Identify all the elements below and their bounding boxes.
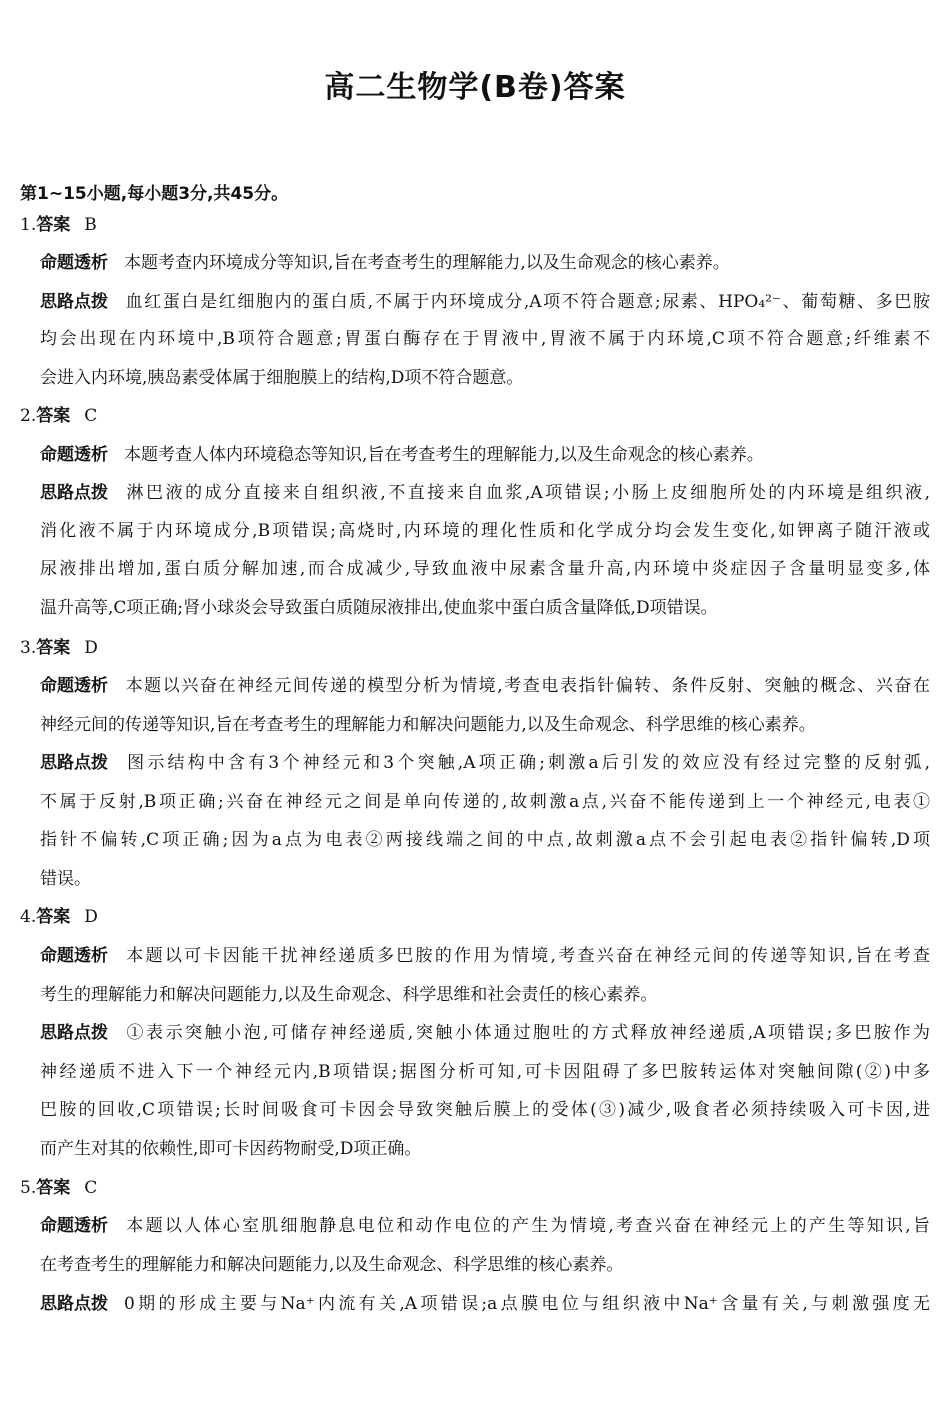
question-1-answer [20, 213, 97, 237]
question-2-hint-line [40, 481, 930, 505]
intent-text: 本题考查人体内环境稳态等知识,旨在考查考生的理解能力,以及生命观念的核心素养。 [124, 445, 764, 465]
answer-value: C [84, 1178, 98, 1198]
question-number: 5. [20, 1178, 37, 1198]
question-3-hint-line: 错误。 [40, 869, 91, 889]
question-3-hint-line [40, 751, 930, 775]
hint-text: 0期的形成主要与Na⁺内流有关,A项错误;a点膜电位与组织液中Na⁺含量有关,与刺激强度无 [124, 1294, 930, 1314]
question-4-intent-line: 考生的理解能力和解决问题能力,以及生命观念、科学思维和社会责任的核心素养。 [40, 985, 658, 1005]
question-1-hint-line: 均会出现在内环境中,B项符合题意;胃蛋白酶存在于胃液中,胃液不属于内环境,C项不符合题意;纤维素不 [40, 329, 930, 349]
question-4-answer [20, 905, 98, 929]
question-2-hint-line: 尿液排出增加,蛋白质分解加速,而合成减少,导致血液中尿素含量升高,内环境中炎症因子含量明显变多,体 [40, 559, 930, 579]
answer-label: 答案 [36, 907, 71, 927]
section-header: 第1~15小题,每小题3分,共45分。 [20, 184, 289, 204]
intent-label: 命题透析 [40, 253, 108, 273]
question-3-intent-line: 神经元间的传递等知识,旨在考查考生的理解能力和解决问题能力,以及生命观念、科学思维的核心素养。 [40, 715, 816, 735]
intent-text: 本题以人体心室肌细胞静息电位和动作电位的产生为情境,考查兴奋在神经元上的产生等知识,旨 [124, 1216, 930, 1236]
intent-label: 命题透析 [40, 1216, 108, 1236]
question-4-hint-line [40, 1021, 930, 1045]
intent-text: 本题以可卡因能干扰神经递质多巴胺的作用为情境,考查兴奋在神经元间的传递等知识,旨在考查 [124, 946, 930, 966]
answer-label: 答案 [36, 638, 71, 658]
intent-label: 命题透析 [40, 676, 108, 696]
intent-label: 命题透析 [40, 946, 108, 966]
question-2-hint-line: 温升高等,C项正确;肾小球炎会导致蛋白质随尿液排出,使血浆中蛋白质含量降低,D项错误。 [40, 598, 718, 618]
hint-text: 图示结构中含有3个神经元和3个突触,A项正确;刺激a后引发的效应没有经过完整的反射弧, [124, 753, 930, 773]
question-1-hint-line [40, 290, 930, 314]
question-3-hint-line: 不属于反射,B项正确;兴奋在神经元之间是单向传递的,故刺激a点,兴奋不能传递到上一个神经元,电表① [40, 792, 931, 812]
hint-label: 思路点拨 [40, 483, 108, 503]
hint-text: 血红蛋白是红细胞内的蛋白质,不属于内环境成分,A项不符合题意;尿素、HPO₄²⁻、葡萄糖、多巴胺 [124, 292, 930, 312]
intent-text: 本题以兴奋在神经元间传递的模型分析为情境,考查电表指针偏转、条件反射、突触的概念、兴奋在 [124, 676, 930, 696]
answer-value: B [84, 215, 97, 235]
question-3-intent [40, 674, 930, 698]
intent-text: 本题考查内环境成分等知识,旨在考查考生的理解能力,以及生命观念的核心素养。 [124, 253, 730, 273]
question-4-intent [40, 944, 930, 968]
question-2-answer [20, 404, 97, 428]
hint-label: 思路点拨 [40, 753, 108, 773]
question-5-hint-line [40, 1292, 930, 1316]
hint-label: 思路点拨 [40, 1294, 108, 1314]
question-1-intent [40, 251, 730, 275]
question-3-answer [20, 636, 98, 660]
question-4-hint-line: 巴胺的回收,C项错误;长时间吸食可卡因会导致突触后膜上的受体(③)减少,吸食者必须持续吸入可卡因,进 [40, 1100, 930, 1120]
answer-label: 答案 [36, 1178, 71, 1198]
question-1-hint-line: 会进入内环境,胰岛素受体属于细胞膜上的结构,D项不符合题意。 [40, 368, 524, 388]
question-2-intent [40, 443, 764, 467]
question-4-hint-line: 神经递质不进入下一个神经元内,B项错误;据图分析可知,可卡因阻碍了多巴胺转运体对突触间隙(②)中多 [40, 1062, 930, 1082]
answer-value: D [84, 638, 98, 658]
answer-value: C [84, 406, 98, 426]
question-3-hint-line: 指针不偏转,C项正确;因为a点为电表②两接线端之间的中点,故刺激a点不会引起电表②指针偏转,D项 [40, 830, 930, 850]
question-2-hint-line: 消化液不属于内环境成分,B项错误;高烧时,内环境的理化性质和化学成分均会发生变化,如钾离子随汗液或 [40, 521, 930, 541]
question-number: 3. [20, 638, 37, 658]
answer-label: 答案 [36, 215, 71, 235]
question-5-intent [40, 1214, 930, 1238]
question-number: 4. [20, 907, 37, 927]
question-5-answer [20, 1176, 97, 1200]
hint-label: 思路点拨 [40, 292, 108, 312]
page-title: 高二生物学(B卷)答案 [324, 70, 626, 105]
question-5-intent-line: 在考查考生的理解能力和解决问题能力,以及生命观念、科学思维的核心素养。 [40, 1255, 624, 1275]
hint-text: ①表示突触小泡,可储存神经递质,突触小体通过胞吐的方式释放神经递质,A项错误;多巴胺作为 [124, 1023, 930, 1043]
answer-label: 答案 [36, 406, 71, 426]
hint-text: 淋巴液的成分直接来自组织液,不直接来自血浆,A项错误;小肠上皮细胞所处的内环境是组织液, [124, 483, 930, 503]
intent-label: 命题透析 [40, 445, 108, 465]
question-4-hint-line: 而产生对其的依赖性,即可卡因药物耐受,D项正确。 [40, 1139, 422, 1159]
hint-label: 思路点拨 [40, 1023, 108, 1043]
question-number: 2. [20, 406, 37, 426]
question-number: 1. [20, 215, 37, 235]
answer-value: D [84, 907, 98, 927]
